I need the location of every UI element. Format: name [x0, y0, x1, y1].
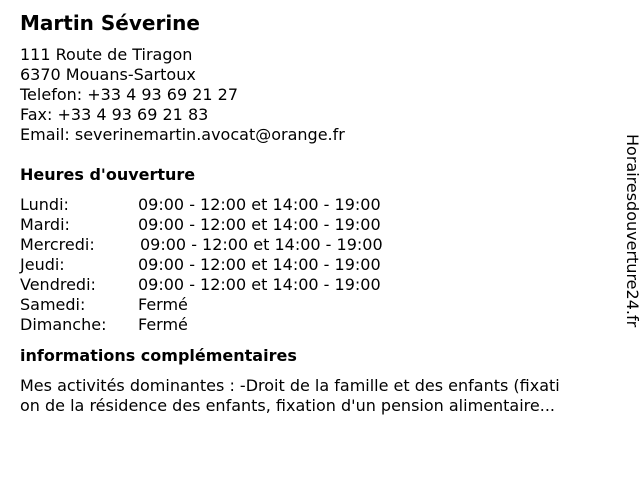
day-hours: Fermé: [138, 315, 188, 334]
info-description: [20, 376, 610, 416]
hours-row-thursday: [20, 255, 610, 275]
info-line: on de la résidence des enfants, fixation d'un pension alimentaire...: [20, 396, 555, 415]
day-label: Samedi:: [20, 295, 86, 314]
info-line: Mes activités dominantes : -Droit de la famille et des enfants (fixati: [20, 376, 560, 395]
fax-number: Fax: +33 4 93 69 21 83: [20, 105, 209, 124]
hours-table: [20, 195, 610, 335]
day-hours: 09:00 - 12:00 et 14:00 - 19:00: [138, 255, 381, 274]
day-hours: 09:00 - 12:00 et 14:00 - 19:00: [138, 195, 381, 214]
hours-heading: Heures d'ouverture: [20, 165, 196, 184]
day-label: Dimanche:: [20, 315, 107, 334]
hours-row-saturday: [20, 295, 610, 315]
business-name: Martin Séverine: [20, 11, 200, 35]
business-card: [20, 10, 610, 416]
hours-row-tuesday: [20, 215, 610, 235]
day-label: Mardi:: [20, 215, 70, 234]
hours-row-sunday: [20, 315, 610, 335]
address-line-street: 111 Route de Tiragon: [20, 45, 193, 64]
hours-row-monday: [20, 195, 610, 215]
contact-block: [20, 45, 610, 145]
day-label: Jeudi:: [20, 255, 65, 274]
phone-number: Telefon: +33 4 93 69 21 27: [20, 85, 239, 104]
day-hours: 09:00 - 12:00 et 14:00 - 19:00: [138, 275, 381, 294]
email-address: Email: severinemartin.avocat@orange.fr: [20, 125, 345, 144]
day-hours: 09:00 - 12:00 et 14:00 - 19:00: [140, 235, 383, 254]
info-heading: informations complémentaires: [20, 346, 297, 365]
day-label: Mercredi:: [20, 235, 95, 254]
day-hours: Fermé: [138, 295, 188, 314]
day-hours: 09:00 - 12:00 et 14:00 - 19:00: [138, 215, 381, 234]
site-watermark: Horairesdouverture24.fr: [623, 134, 642, 328]
address-line-city: 6370 Mouans-Sartoux: [20, 65, 196, 84]
hours-row-friday: [20, 275, 610, 295]
hours-row-wednesday: [20, 235, 610, 255]
day-label: Lundi:: [20, 195, 69, 214]
day-label: Vendredi:: [20, 275, 96, 294]
